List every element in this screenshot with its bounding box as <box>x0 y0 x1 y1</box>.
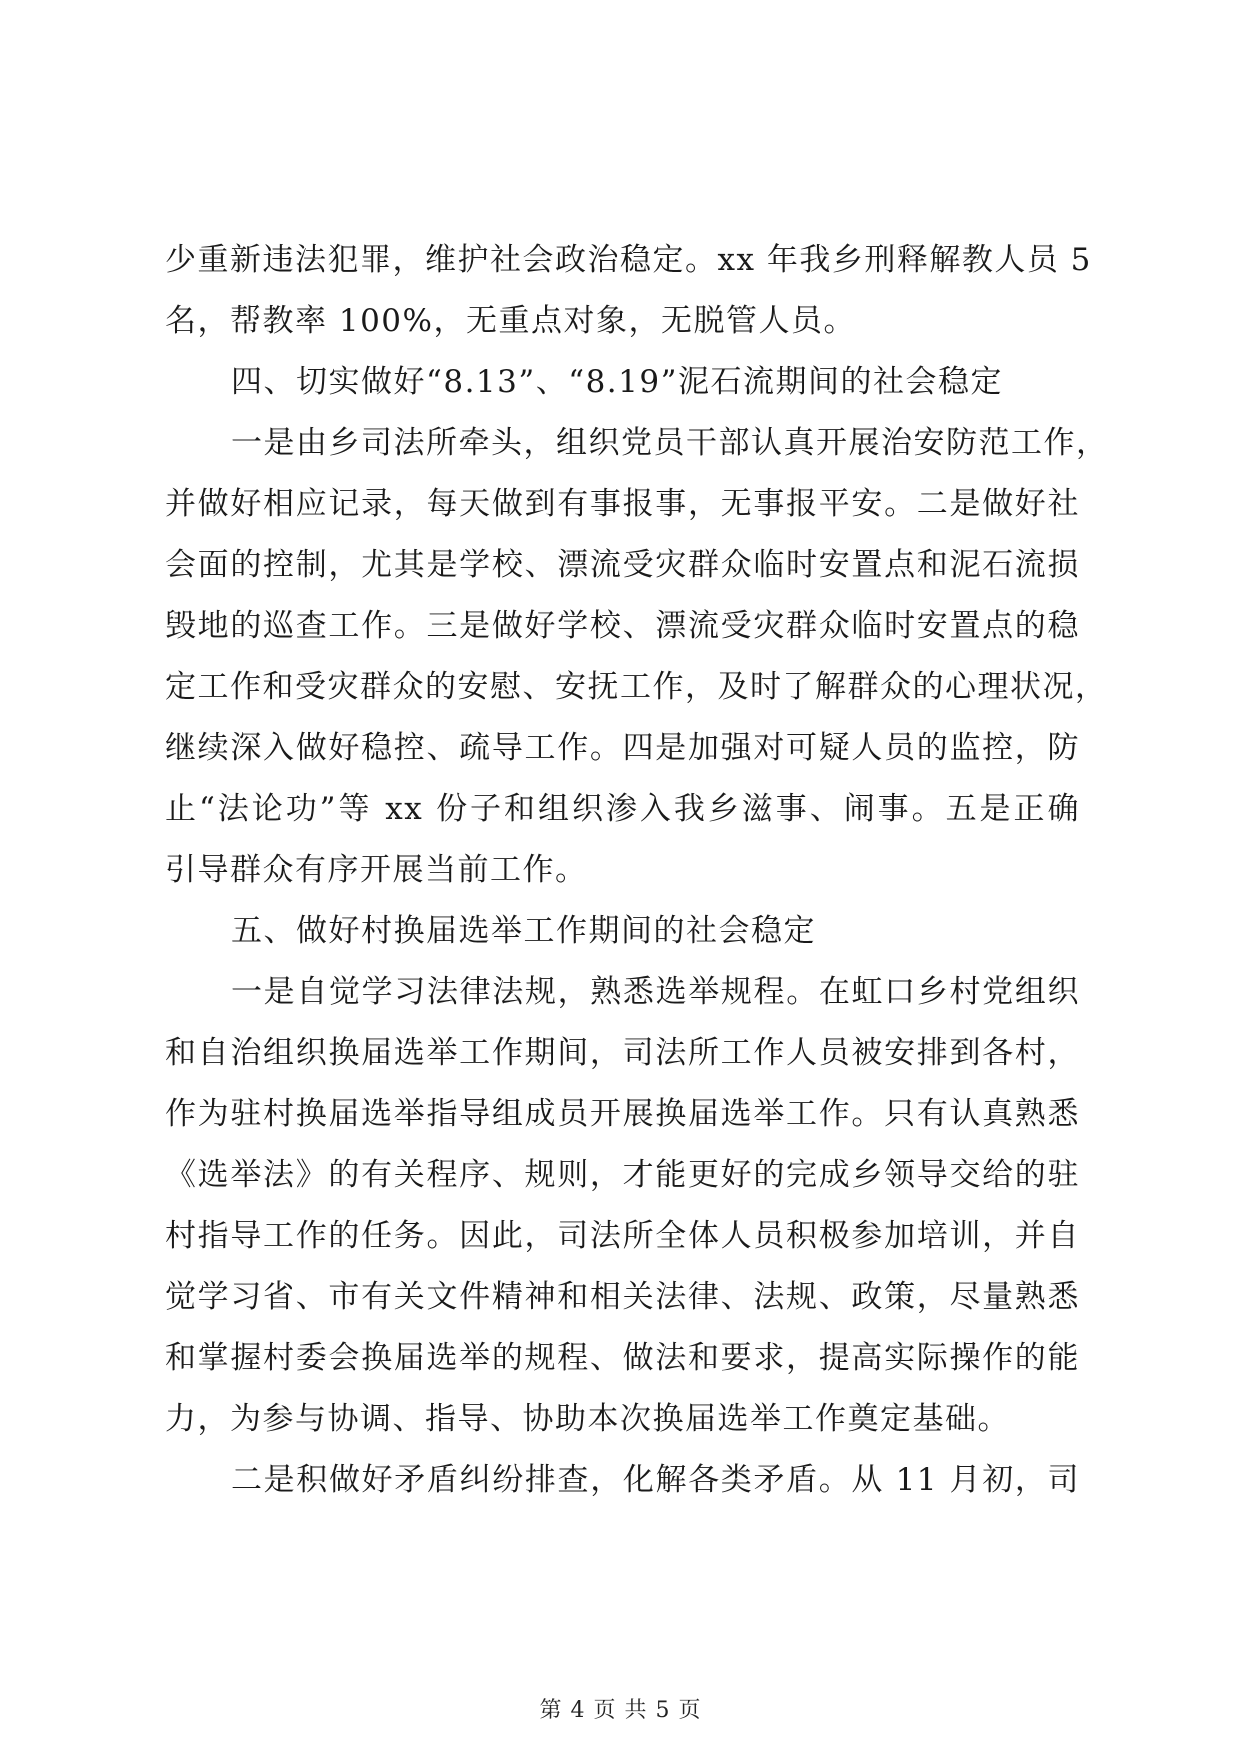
text-line: 觉学习省、市有关文件精神和相关法律、法规、政策，尽量熟悉 <box>165 1279 1080 1315</box>
text-line: 少重新违法犯罪，维护社会政治稳定。xx 年我乡刑释解教人员 5 <box>165 242 1092 278</box>
paragraph-3 <box>165 962 1080 1450</box>
text-line: 并做好相应记录，每天做到有事报事，无事报平安。二是做好社 <box>165 486 1080 522</box>
text-line: 止“法论功”等 xx 份子和组织渗入我乡滋事、闹事。五是正确 <box>165 791 1080 827</box>
text-line: 作为驻村换届选举指导组成员开展换届选举工作。只有认真熟悉 <box>165 1096 1080 1132</box>
page-number-footer: 第 4 页 共 5 页 <box>539 1698 702 1723</box>
document-body <box>165 230 1109 1511</box>
text-line: 二是积做好矛盾纠纷排查，化解各类矛盾。从 11 月初，司 <box>231 1462 1080 1498</box>
text-line: 力，为参与协调、指导、协助本次换届选举工作奠定基础。 <box>165 1401 1010 1437</box>
heading-line: 四、切实做好“8.13”、“8.19”泥石流期间的社会稳定 <box>231 364 1003 400</box>
paragraph-2 <box>165 413 1109 901</box>
heading-line: 五、做好村换届选举工作期间的社会稳定 <box>231 913 816 949</box>
text-line: 一是由乡司法所牵头，组织党员干部认真开展治安防范工作， <box>231 425 1109 461</box>
section-heading-4 <box>165 352 1080 413</box>
text-line: 继续深入做好稳控、疏导工作。四是加强对可疑人员的监控，防 <box>165 730 1080 766</box>
text-line: 定工作和受灾群众的安慰、安抚工作，及时了解群众的心理状况， <box>165 669 1108 705</box>
text-line: 一是自觉学习法律法规，熟悉选举规程。在虹口乡村党组织 <box>231 974 1080 1010</box>
text-line: 引导群众有序开展当前工作。 <box>165 852 588 888</box>
text-line: 会面的控制，尤其是学校、漂流受灾群众临时安置点和泥石流损 <box>165 547 1080 583</box>
text-line: 毁地的巡查工作。三是做好学校、漂流受灾群众临时安置点的稳 <box>165 608 1080 644</box>
paragraph-1 <box>165 230 1092 352</box>
text-line: 和自治组织换届选举工作期间，司法所工作人员被安排到各村， <box>165 1035 1080 1071</box>
paragraph-4 <box>165 1450 1080 1511</box>
text-line: 和掌握村委会换届选举的规程、做法和要求，提高实际操作的能 <box>165 1340 1080 1376</box>
text-line: 名，帮教率 100%，无重点对象，无脱管人员。 <box>165 303 856 339</box>
section-heading-5 <box>165 901 1080 962</box>
text-line: 《选举法》的有关程序、规则，才能更好的完成乡领导交给的驻 <box>165 1157 1080 1193</box>
text-line: 村指导工作的任务。因此，司法所全体人员积极参加培训，并自 <box>165 1218 1080 1254</box>
